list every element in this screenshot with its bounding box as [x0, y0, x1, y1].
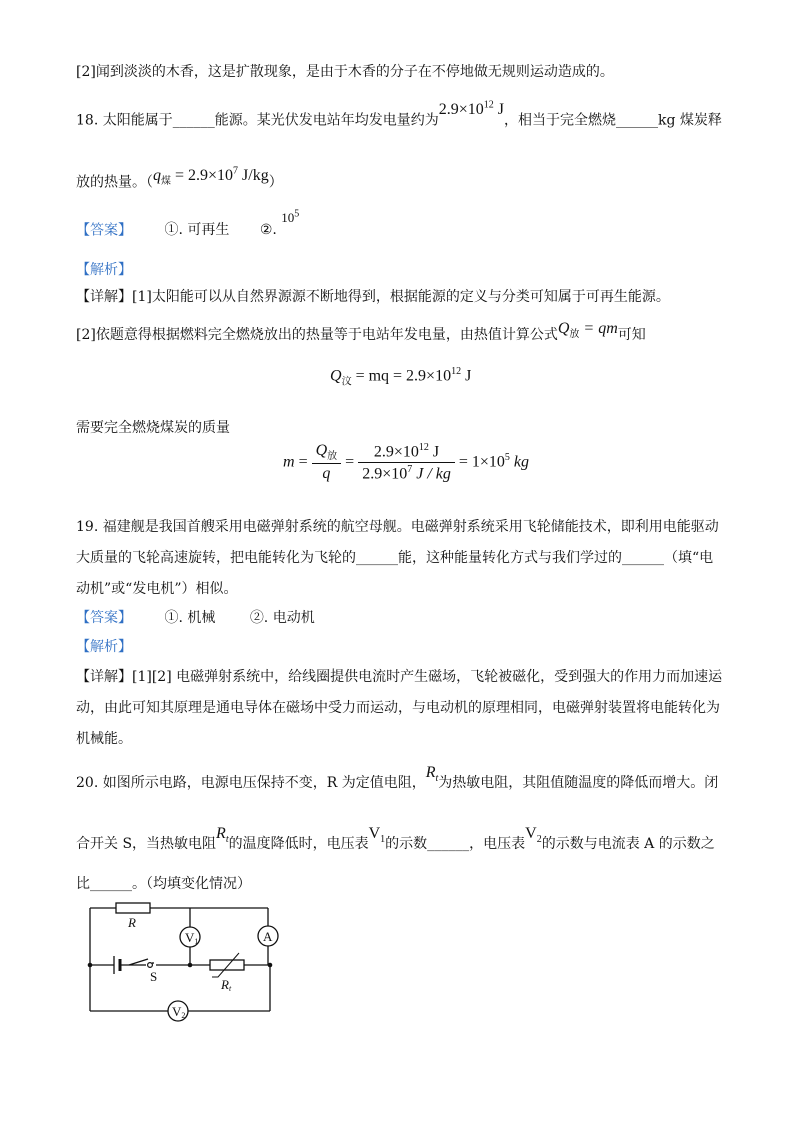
analysis-label-19: 【解析】	[76, 639, 132, 655]
rt-sub: t	[435, 773, 439, 785]
question-18-close: ）	[268, 174, 283, 191]
question-20-line-1	[76, 764, 719, 799]
eq1-Q-subscript: 汶	[341, 376, 352, 388]
resistor-r-symbol	[116, 903, 150, 913]
answer-19	[76, 608, 315, 628]
question-18-text-b: ，相当于完全燃烧______kg 煤炭释	[503, 112, 722, 129]
q-symbol: q	[153, 167, 161, 185]
question-18-text-c: 放的热量。（	[76, 174, 153, 191]
need-mass-text: 需要完全燃烧煤炭的质量	[76, 420, 230, 436]
Q-subscript: 放	[569, 329, 580, 341]
question-20-text-a: 20. 如图所示电路，电源电压保持不变，R 为定值电阻，	[76, 775, 426, 791]
question-18-text: 18. 太阳能属于______能源。某光伏发电站年均发电量约为	[76, 112, 439, 129]
eq2-fraction-1	[312, 442, 342, 483]
switch-icon	[129, 959, 152, 967]
question-18-line-1	[76, 100, 722, 130]
eq2-frac2-num-exp: 12	[418, 442, 429, 453]
battery-icon	[114, 956, 120, 974]
q-value: = 2.9×10	[171, 167, 234, 185]
v1-V: V	[368, 825, 381, 842]
detail-19-line-1: 【详解】[1][2] 电磁弹射系统中，给线圈提供电流时产生磁场，飞轮被磁化，受到强大的作用力而加速运	[76, 669, 723, 685]
question-20-line-3: 比______。（均填变化情况）	[76, 876, 251, 892]
question-19-line-1: 19. 福建舰是我国首艘采用电磁弹射系统的航空母舰。电磁弹射系统采用飞轮储能技术，即利用电能驱动	[76, 519, 719, 535]
q-subscript: 煤	[161, 176, 171, 188]
eq2-frac1-numerator	[312, 442, 342, 464]
eq2-frac1-denominator: q	[322, 465, 331, 483]
answer-18-exponent: 5	[294, 209, 300, 220]
eq1-rhs: = mq = 2.9×10	[351, 367, 452, 385]
question-20-text-d: 的温度降低时，电压表	[228, 836, 369, 852]
eq2-frac2-denominator	[358, 463, 455, 483]
junction-dot	[268, 963, 273, 968]
answer-label: 【答案】	[76, 222, 132, 239]
eq2-result: = 1×10	[454, 453, 505, 471]
v2-sub: 2	[536, 834, 542, 846]
label-rt	[220, 977, 232, 993]
rt-R: R	[425, 764, 436, 781]
eq2-frac2-den-exp: 7	[407, 464, 413, 476]
energy-exponent: 12	[483, 100, 494, 111]
rt-symbol	[425, 764, 439, 785]
v2-letter-sub: 2	[181, 1011, 186, 1020]
formula-rhs: = qm	[579, 320, 618, 337]
eq2-frac2-numerator	[358, 442, 455, 463]
ammeter-a	[258, 926, 278, 946]
question-19-line-2: 大质量的飞轮高速旋转，把电能转化为飞轮的______能，这种能量转化方式与我们学过的______（填“电	[76, 550, 714, 566]
question-20-text-b: 为热敏电阻，其阻值随温度的降低而增大。闭	[438, 775, 719, 791]
answer-18-1: ①. 可再生	[164, 222, 230, 239]
v1-sub: 1	[380, 834, 386, 846]
detail-18-text: 【详解】[1]太阳能可以从自然界源源不断地得到，根据能源的定义与分类可知属于可再生能源。	[76, 289, 670, 305]
v1-letter-sub: 1	[194, 937, 199, 946]
junction-dot	[88, 963, 93, 968]
eq2-fraction-2	[358, 442, 455, 484]
eq2-frac2-num-unit: J	[428, 443, 440, 461]
q-unit: J/kg	[238, 167, 269, 185]
label-rt-letter: R	[221, 977, 229, 992]
label-rt-sub: t	[228, 984, 232, 993]
answer-label: 【答案】	[76, 610, 132, 626]
heat-value-formula	[153, 166, 269, 188]
answer-18-mantissa: 10	[281, 210, 295, 226]
v2-symbol	[525, 825, 542, 846]
answer-19-2: ②. 电动机	[249, 610, 315, 626]
rt-sub: t	[225, 834, 229, 846]
explanation-line-17	[76, 62, 614, 82]
analysis-label-18: 【解析】	[76, 262, 132, 278]
voltmeter-v2	[168, 1001, 188, 1021]
junction-dot	[188, 963, 193, 968]
energy-mantissa: 2.9×10	[438, 101, 484, 119]
answer-18	[76, 209, 300, 240]
question-20-text-c: 合开关 S，当热敏电阻	[76, 836, 217, 852]
detail-18-text-b: [2]依题意得根据燃料完全燃烧放出的热量等于电站年发电量，由热值计算公式	[76, 327, 558, 343]
a-letter: A	[263, 929, 273, 944]
eq1-exponent: 12	[451, 366, 462, 377]
question-18-line-2	[76, 168, 283, 199]
eq2-result-exp: 5	[504, 452, 510, 464]
eq2-frac2-den-unit: J / kg	[412, 465, 451, 483]
circuit-diagram	[84, 893, 294, 1028]
equation-1	[330, 366, 471, 388]
answer-19-1: ①. 机械	[164, 610, 216, 626]
eq1-Q: Q	[330, 367, 342, 385]
label-s: S	[150, 969, 158, 984]
question-20-text-f: 的示数与电流表 A 的示数之	[541, 836, 715, 852]
Q-symbol: Q	[557, 320, 570, 337]
eq2-result-unit: kg	[509, 453, 530, 471]
eq1-unit: J	[461, 367, 472, 385]
detail-19-line-2: 动，由此可知其原理是通电导体在磁场中受力而运动，与电动机的原理相同，电磁弹射装置将电能转化为	[76, 700, 720, 716]
answer-18-2: ②.	[259, 222, 277, 239]
detail-18-text-c: 可知	[617, 327, 646, 343]
question-20-line-2	[76, 825, 715, 860]
formula-q-qm	[557, 320, 618, 341]
question-20-text-e: 的示数______，电压表	[385, 836, 526, 852]
question-19-line-3: 动机”或“发电机”）相似。	[76, 581, 238, 597]
eq2-equals: =	[294, 453, 312, 471]
label-r: R	[128, 915, 136, 930]
detail-18-line-2	[76, 320, 646, 351]
energy-unit: J	[493, 101, 504, 119]
rt-symbol-2	[216, 825, 229, 846]
v2-V: V	[525, 825, 537, 842]
eq2-m: m	[283, 453, 295, 471]
voltmeter-v1	[180, 927, 200, 947]
equation-2: m = $\frac{Q_放}{q}$ = $\frac{2.9\times 10^{12} J}{2.9\times 10^7 J / kg}$ = $1\times 10^5$ kg	[283, 442, 530, 483]
v1-symbol	[368, 825, 386, 846]
eq2-frac2-den-mantissa: 2.9×10	[362, 465, 408, 483]
explanation-text: [2]闻到淡淡的木香，这是扩散现象，是由于木香的分子在不停地做无规则运动造成的。	[76, 64, 614, 80]
q-exponent: 7	[233, 166, 239, 177]
energy-value	[439, 101, 504, 118]
detail-18-line-1	[76, 287, 670, 307]
rt-R: R	[216, 825, 226, 842]
answer-18-value	[281, 210, 299, 225]
eq2-frac2-num-mantissa: 2.9×10	[373, 443, 419, 461]
detail-19-line-3: 机械能。	[76, 731, 132, 747]
v2-letter: V	[172, 1004, 182, 1019]
v1-letter: V	[185, 930, 195, 945]
eq2-frac1-sub: 放	[327, 451, 338, 463]
thermistor-symbol	[210, 953, 244, 977]
eq2-frac1-Q: Q	[315, 442, 328, 460]
